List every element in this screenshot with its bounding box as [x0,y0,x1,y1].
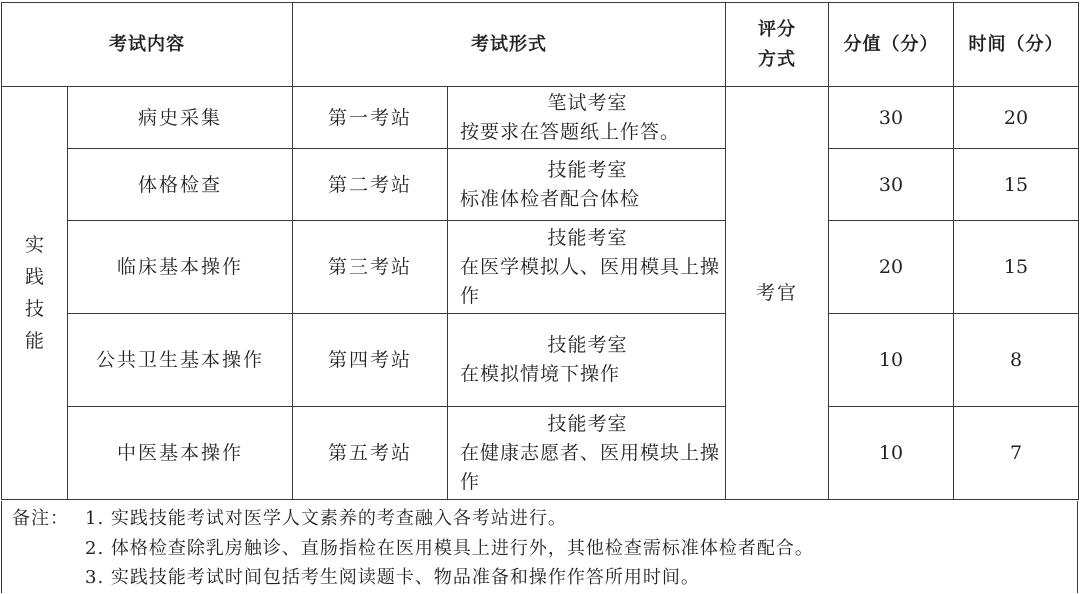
form-cell [448,87,726,149]
content-cell: 病史采集 [68,87,293,149]
time-cell: 15 [954,221,1079,314]
note-item: 1. 实践技能考试对医学人文素养的考查融入各考站进行。 [85,508,567,529]
scoring-method-cell: 考官 [726,87,829,500]
form-description: 在健康志愿者、医用模块上操作 [460,441,721,493]
score-cell: 10 [829,407,954,500]
header-form: 考试形式 [293,3,726,87]
notes-label: 备注： [12,508,69,529]
table-row [2,221,1079,314]
room-label: 技能考室 [547,226,628,249]
station-cell: 第四考站 [293,314,448,407]
content-cell: 中医基本操作 [68,407,293,500]
score-cell: 20 [829,221,954,314]
header-content: 考试内容 [2,3,293,87]
time-cell: 8 [954,314,1079,407]
category-label: 实践技能 [24,234,44,352]
header-row [2,3,1079,87]
form-cell [448,149,726,221]
exam-sheet [1,2,1078,592]
content-cell: 公共卫生基本操作 [68,314,293,407]
notes-section [1,501,1078,593]
form-cell [448,221,726,314]
form-description: 标准体检者配合体检 [460,187,641,210]
note-item: 3. 实践技能考试时间包括考生阅读题卡、物品准备和操作作答所用时间。 [85,567,700,588]
time-cell: 15 [954,149,1079,221]
station-cell: 第三考站 [293,221,448,314]
header-score: 分值（分） [829,3,954,87]
table-row [2,149,1079,221]
room-label: 技能考室 [547,334,628,356]
score-cell: 30 [829,87,954,149]
station-cell: 第五考站 [293,407,448,500]
note-item: 2. 体格检查除乳房触诊、直肠指检在医用模具上进行外，其他检查需标准体检者配合。 [85,538,814,559]
time-cell: 7 [954,407,1079,500]
content-cell: 临床基本操作 [68,221,293,314]
room-label: 技能考室 [547,412,628,435]
header-scoring [726,3,829,87]
score-cell: 30 [829,149,954,221]
form-description: 在医学模拟人、医用模具上操作 [460,255,721,307]
form-cell [448,407,726,500]
table-row [2,407,1079,500]
header-scoring-line2: 方式 [758,48,796,70]
time-cell: 20 [954,87,1079,149]
station-cell: 第二考站 [293,149,448,221]
content-cell: 体格检查 [68,149,293,221]
header-scoring-line1: 评分 [758,18,796,40]
table-row [2,87,1079,149]
station-cell: 第一考站 [293,87,448,149]
score-cell: 10 [829,314,954,407]
header-time: 时间（分） [954,3,1079,87]
table-row [2,314,1079,407]
form-description: 在模拟情境下操作 [460,363,621,385]
category-cell [2,87,68,500]
form-cell [448,314,726,407]
exam-table [1,2,1079,500]
room-label: 笔试考室 [547,91,628,114]
form-description: 按要求在答题纸上作答。 [460,120,681,143]
room-label: 技能考室 [547,158,628,181]
